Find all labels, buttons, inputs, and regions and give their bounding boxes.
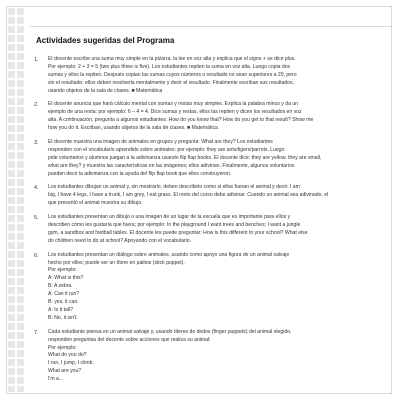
grid-cell: [8, 305, 15, 312]
grid-cell: [8, 224, 15, 231]
grid-cell: [17, 53, 24, 60]
grid-cell: [17, 107, 24, 114]
grid-cell: [17, 278, 24, 285]
grid-cell: [8, 206, 15, 213]
grid-cell: [17, 62, 24, 69]
activity-text-line: El docente anuncia que hará cálculo mental con sumas y restas muy simples. Explica la palabra minus y da un: [48, 101, 299, 108]
activity-number: 5.: [34, 215, 39, 222]
activity-number: 3.: [34, 140, 39, 147]
grid-cell: [17, 233, 24, 240]
grid-cell: [8, 368, 15, 375]
grid-cell: [17, 125, 24, 132]
grid-cell: [8, 53, 15, 60]
activity-text-line: sin el resultado: ellos deben resolverla mentalmente y decir el resultado. Finalmente escriban sus resultados,: [48, 79, 295, 86]
activity-text-line: pueden decir la adivinanza con la ayuda del flip flap book que ellos construyeron.: [48, 170, 232, 177]
document-content: [34, 36, 388, 390]
grid-cell: [17, 152, 24, 159]
grid-cell: [17, 242, 24, 249]
grid-cell: [17, 8, 24, 15]
grid-cell: [17, 332, 24, 339]
grid-cell: [8, 350, 15, 357]
activity-number: 1.: [34, 57, 39, 63]
activity-text-line: El docente muestra una imagen de animales en grupos y pregunta: What are they? Los estudiantes: [48, 139, 273, 146]
grid-cell: [8, 215, 15, 222]
grid-cell: [17, 98, 24, 105]
activity-text-line: do children need to do at school? Apoyando con el vocabulario.: [48, 237, 192, 244]
activity-item: [34, 56, 388, 95]
activity-text-line: alta. A continuación, pregunta a algunos estudiantes: How do you know that? How do you get to that result? Show me: [48, 117, 314, 124]
grid-cell: [8, 44, 15, 51]
grid-cell: [8, 161, 15, 168]
activity-text-line: Cada estudiante piensa en un animal salvaje y, usando títeres de dedos (finger puppets) del animal elegido,: [48, 328, 292, 335]
activity-text-line: que presentó el animal muestra su dibujo.: [48, 200, 143, 207]
grid-cell: [17, 251, 24, 258]
grid-cell: [8, 269, 15, 276]
grid-cell: [17, 224, 24, 231]
activity-text-line: responden preguntas del docente sobre acciones que realiza su animal:: [48, 336, 211, 343]
grid-cell: [8, 17, 15, 24]
grid-cell: [8, 80, 15, 87]
activities-list: [34, 56, 388, 384]
grid-cell: [17, 134, 24, 141]
decorative-grid-strip: [8, 8, 24, 392]
activity-text-line: B: yes, it can.: [48, 299, 79, 306]
activity-text-line: gym, a sandbox and football tables. El docente les puede preguntar: How is this different to your school? What else: [48, 229, 308, 236]
activity-text-line: big, I have 4 legs, I have a trunk, I am grey, I eat grass. El resto del curso debe adivinar. Cuando un animal sea adivinado, el: [48, 192, 329, 199]
grid-cell: [8, 197, 15, 204]
grid-cell: [17, 17, 24, 24]
grid-cell: [17, 80, 24, 87]
activity-text-line: El docente escribe una suma muy simple en la pizarra, la lee en voz alta y explica que el signo + se dice plus.: [48, 56, 296, 62]
grid-cell: [8, 251, 15, 258]
grid-cell: [8, 71, 15, 78]
activity-item: [34, 184, 388, 208]
activity-text-line: I run, I jump, I climb.: [48, 360, 94, 367]
grid-cell: [17, 206, 24, 213]
grid-cell: [8, 296, 15, 303]
activity-text-line: B: A zebra.: [48, 283, 73, 290]
grid-cell: [8, 386, 15, 392]
grid-cell: [17, 44, 24, 51]
grid-cell: [17, 26, 24, 33]
grid-cell: [8, 242, 15, 249]
activity-text-line: Los estudiantes presentan un diálogo sobre animales, usando como apoyo una figura de un animal salvaje: [48, 251, 290, 258]
activity-text-line: I'm a...: [48, 376, 64, 383]
activity-text-line: ejemplo de una resta: por ejemplo: 6 – 4 = 4. Dice sumas y restas, ellos las repiten y dicen los resultados en voz: [48, 109, 302, 116]
grid-cell: [8, 143, 15, 150]
top-rule: [30, 26, 392, 27]
grid-cell: [17, 314, 24, 321]
grid-cell: [17, 368, 24, 375]
grid-cell: [8, 107, 15, 114]
activity-text-line: A: What is this?: [48, 275, 84, 282]
activity-text-line: what are they? y muestra las características en las imágenes; ellos adivinan. Finalmente, algunos voluntarios: [48, 162, 295, 169]
grid-cell: [17, 386, 24, 392]
grid-cell: [17, 188, 24, 195]
grid-cell: [17, 269, 24, 276]
grid-cell: [17, 197, 24, 204]
grid-cell: [17, 260, 24, 267]
grid-cell: [8, 287, 15, 294]
grid-cell: [8, 62, 15, 69]
grid-cell: [8, 341, 15, 348]
grid-cell: [17, 179, 24, 186]
activity-number: 2.: [34, 102, 39, 109]
activity-number: 6.: [34, 252, 39, 259]
grid-cell: [17, 89, 24, 96]
grid-cell: [17, 161, 24, 168]
activity-item: [34, 101, 388, 133]
activity-item: [34, 329, 388, 384]
grid-cell: [17, 35, 24, 42]
grid-cell: [8, 278, 15, 285]
activity-text-line: Por ejemplo:: [48, 267, 77, 274]
activity-text-line: A: Can it run?: [48, 291, 80, 298]
grid-cell: [8, 35, 15, 42]
grid-cell: [17, 341, 24, 348]
grid-cell: [8, 152, 15, 159]
grid-cell: [17, 71, 24, 78]
grid-cell: [8, 323, 15, 330]
activity-text-line: sumas y ellos la repiten. Después copian las sumas cuyos números o resultado no sean superiores a 20, pero: [48, 71, 297, 78]
grid-cell: [17, 323, 24, 330]
grid-cell: [8, 332, 15, 339]
activity-item: [34, 214, 388, 246]
grid-cell: [17, 359, 24, 366]
document-title: Actividades sugeridas del Programa: [36, 36, 175, 45]
activity-text-line: how you do it. Escriban, usando objetos de la sala de clases. ■ Matemática: [48, 125, 218, 132]
activity-text-line: Por ejemplo:: [48, 344, 77, 351]
activity-item: [34, 139, 388, 178]
grid-cell: [17, 215, 24, 222]
grid-cell: [8, 26, 15, 33]
grid-cell: [8, 170, 15, 177]
activity-text-line: describen cómo les gustaría que fuera; por ejemplo: In the playground I want trees and benches; I want a jungle: [48, 222, 301, 229]
grid-cell: [17, 287, 24, 294]
grid-cell: [8, 377, 15, 384]
grid-cell: [8, 260, 15, 267]
activity-text-line: What do you do?: [48, 352, 87, 359]
grid-cell: [8, 233, 15, 240]
grid-cell: [8, 125, 15, 132]
grid-cell: [17, 116, 24, 123]
activity-text-line: responden con el vocabulario aprendido sobre animales: por ejemplo: they are ants/tigers/parrots. Luego: [48, 146, 285, 153]
grid-cell: [8, 134, 15, 141]
activity-text-line: hecho por ellos; puede ser un títere en palitos (stick puppet).: [48, 259, 185, 266]
grid-cell: [17, 305, 24, 312]
activity-number: 4.: [34, 185, 39, 192]
activity-item: [34, 252, 388, 323]
grid-cell: [8, 89, 15, 96]
activity-text-line: B: No, it isn't.: [48, 314, 78, 321]
activity-number: 7.: [34, 329, 39, 336]
activity-text-line: pide voluntarios y alumnos juegan a la adivinanza usando flip flap books. El docente dice: they are yellow. they are small,: [48, 154, 322, 161]
grid-cell: [17, 170, 24, 177]
activity-text-line: A: Is it tall?: [48, 306, 73, 313]
activity-text-line: Los estudiantes dibujan un animal y, sin mostrarlo, deben describirlo como si ellos fueran el animal y decir: I am: [48, 184, 300, 191]
activity-text-line: usando objetos de la sala de clases. ■ Matemática: [48, 87, 163, 94]
activity-text-line: What are you?: [48, 368, 82, 375]
grid-cell: [17, 143, 24, 150]
grid-cell: [17, 350, 24, 357]
activity-text-line: Por ejemplo: 2 + 3 = 5 (two plus three is five). Los estudiantes repiten la suma en voz alta. Luego copia dos: [48, 63, 291, 70]
grid-cell: [8, 116, 15, 123]
grid-cell: [8, 188, 15, 195]
grid-cell: [17, 296, 24, 303]
grid-cell: [8, 179, 15, 186]
grid-cell: [17, 377, 24, 384]
grid-cell: [8, 359, 15, 366]
activity-text-line: Los estudiantes presentan un dibujo o una imagen de un lugar de la escuela que es importante para ellos y: [48, 214, 291, 221]
grid-cell: [8, 98, 15, 105]
grid-cell: [8, 8, 15, 15]
grid-cell: [8, 314, 15, 321]
